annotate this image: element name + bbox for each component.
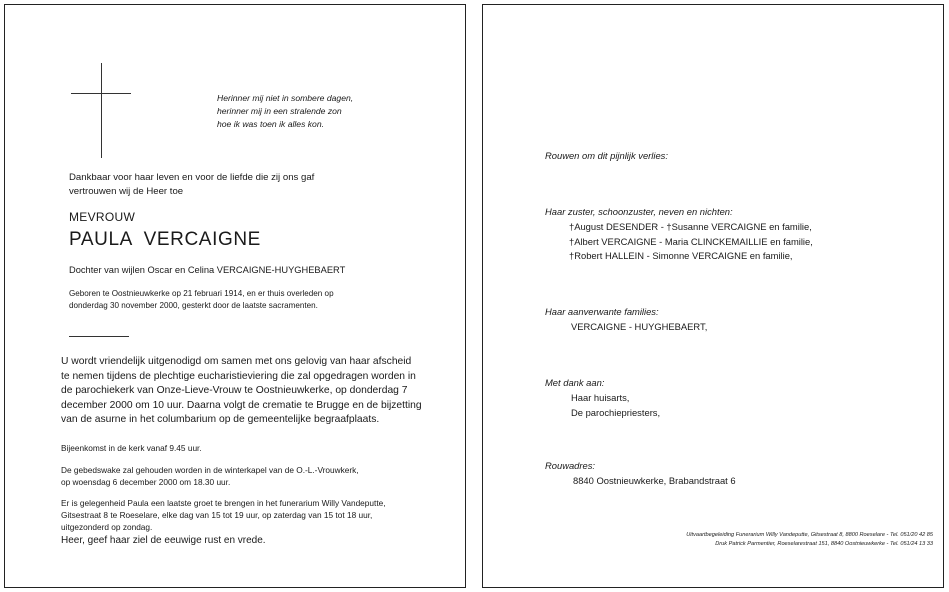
family-item: †August DESENDER - †Susanne VERCAIGNE en familie, [569, 221, 812, 232]
thanks-item: Haar huisarts, [571, 392, 630, 403]
born-line: donderdag 30 november 2000, gesterkt door de laatste sacramenten. [69, 300, 318, 310]
poem-line: herinner mij in een stralende zon [217, 105, 342, 116]
thanks-item: De parochiepriesters, [571, 406, 661, 418]
mourning-address: 8840 Oostnieuwkerke, Brabandstraat 6 [573, 475, 736, 486]
deceased-name: PAULA VERCAIGNE [69, 229, 261, 250]
farewell-line: Er is gelegenheid Paula een laatste groet te brengen in het funerarium Willy Vandeputte, [61, 498, 386, 508]
birth-death-text [69, 288, 449, 312]
footer-line: Druk Patrick Parmentier, Roeselarestraat 151, 8840 Oostnieuwkerke - Tel. 051/24 13 33 [715, 541, 933, 547]
wake-line: De gebedswake zal gehouden worden in de winterkapel van de O.-L.-Vrouwkerk, [61, 465, 359, 475]
right-card [482, 4, 944, 588]
thanks-list [571, 391, 660, 420]
thanks-text [69, 171, 439, 199]
printer-footer [623, 531, 933, 549]
meeting-text: Bijeenkomst in de kerk vanaf 9.45 uur. [61, 443, 202, 453]
invitation-line: U wordt vriendelijk uitgenodigd om samen met ons gelovig van haar afscheid [61, 356, 412, 367]
invitation-line: te nemen tijdens de plechtige eucharistieviering die zal opgedragen worden in [61, 370, 416, 382]
divider [69, 336, 129, 337]
family-list [569, 220, 813, 264]
invitation-line: december 2000 om 10 uur. Daarna volgt de crematie te Brugge en de bijzetting [61, 399, 422, 411]
wake-line: op woensdag 6 december 2000 om 18.30 uur. [61, 476, 231, 487]
family-item: †Albert VERCAIGNE - Maria CLINCKEMAILLIE en familie, [569, 235, 813, 247]
farewell-line: uitgezonderd op zondag. [61, 521, 153, 532]
cross-icon-horizontal [71, 93, 131, 94]
left-card [4, 4, 466, 588]
mourning-heading: Rouwen om dit pijnlijk verlies: [545, 150, 668, 161]
footer-line: Uitvaartbegeleiding Funerarium Willy Vandeputte, Gitsestraat 8, 8800 Roeselare - Tel. 051/20 42 85 [686, 532, 933, 538]
title-mevrouw: MEVROUW [69, 210, 136, 224]
related-families: VERCAIGNE - HUYGHEBAERT, [571, 321, 708, 332]
cross-icon-vertical [101, 63, 102, 158]
closing-prayer: Heer, geef haar ziel de eeuwige rust en vrede. [61, 535, 266, 546]
related-heading: Haar aanverwante families: [545, 306, 659, 317]
poem-line: Herinner mij niet in sombere dagen, [217, 93, 354, 103]
invitation-line: van de asurne in het columbarium op de gemeentelijke begraafplaats. [61, 414, 380, 425]
poem-line: hoe ik was toen ik alles kon. [217, 118, 325, 129]
family-heading: Haar zuster, schoonzuster, neven en nichten: [545, 206, 733, 217]
wake-text [61, 465, 359, 489]
invitation-text [61, 355, 461, 428]
thanks-heading: Met dank aan: [545, 377, 605, 388]
farewell-text [61, 498, 386, 533]
invitation-line: de parochiekerk van Onze-Lieve-Vrouw te Oostnieuwkerke, op donderdag 7 [61, 385, 408, 396]
address-heading: Rouwadres: [545, 460, 596, 471]
born-line: Geboren te Oostnieuwkerke op 21 februari 1914, en er thuis overleden op [69, 289, 334, 298]
family-item: †Robert HALLEIN - Simonne VERCAIGNE en familie, [569, 250, 793, 261]
farewell-line: Gitsestraat 8 te Roeselare, elke dag van 15 tot 19 uur, op zaterdag van 15 tot 18 uur, [61, 509, 373, 520]
thanks-line: Dankbaar voor haar leven en voor de liefde die zij ons gaf [69, 172, 315, 183]
poem [217, 92, 353, 130]
thanks-line: vertrouwen wij de Heer toe [69, 186, 184, 197]
daughter-of: Dochter van wijlen Oscar en Celina VERCAIGNE-HUYGHEBAERT [69, 265, 346, 275]
